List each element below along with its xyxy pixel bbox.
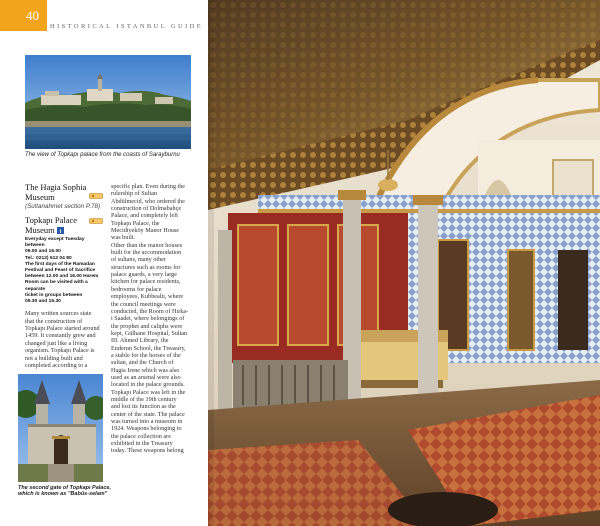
info-line: Tel.: 0212) 512 04 80 [25,255,72,261]
running-header: HISTORICAL ISTANBUL GUIDE [50,23,204,30]
body-line: of sultans, many other [111,256,166,264]
body-line: Topkapı Palace was left in the [111,388,186,396]
info-line: Everyday except Tuesday between [25,237,85,249]
info-line: ticket in groups between [25,292,83,298]
info-icon [57,227,64,234]
bottom-photo-caption [18,485,113,498]
body-line: completed according to a [25,362,88,370]
body-line: structures such as rooms for [111,263,181,271]
body-line: changed just like a living [25,339,88,347]
body-line: 1924. Weapons belonging to [111,425,182,433]
body-line: was built. [111,234,136,242]
babus-selam-gate-photo [18,374,103,482]
body-line: and lost its function as the [111,403,176,411]
body-line: Abdülmecid, who ordered the [111,197,185,205]
info-line: The first days of the Ramadan [25,261,95,267]
middle-text-column [111,183,201,455]
body-line: the palace collection are [111,432,171,440]
body-line: center of the state. The palace [111,410,185,418]
ticket-icon [89,218,103,224]
body-line: 1459. It constantly grew and [25,332,96,340]
body-line: today. These weapons belong [111,447,184,455]
body-line: construction of Dolmabahçe [111,205,182,213]
body-line: Enderun School, the Treasury, [111,344,186,352]
body-line: bedrooms for palace [111,285,162,293]
info-line: 09.30 and 15.30 [25,299,61,305]
body-line: Topkapı Palace, the [111,219,160,227]
hagia-title-line1: The Hagia Sophia [25,182,87,192]
body-line: sultan, and the Church of [111,359,174,367]
body-line: middle of the 19th century [111,395,177,403]
info-line: Festival and Feast of Sacrifice [25,268,96,274]
svg-text:i: i [59,228,62,235]
body-line: Other than the manor houses [111,241,183,249]
topkapi-title-line2: Museum [25,224,55,235]
body-line: the council meetings were [111,300,176,308]
body-line: located in the palace grounds. [111,381,185,389]
body-line: i Saadet, where belongings of [111,315,185,323]
body-line: kitchen for palace residents, [111,278,181,286]
info-line: Room can be visited with a separate [25,280,88,292]
body-line: organism. Topkapı Palace is [25,347,95,355]
body-line: palace guards, a very large [111,271,178,279]
info-line: between 12.00 and 16.00 Harem [25,274,99,280]
body-line: Topkapı Palace started around [25,325,100,333]
hagia-reference: (Sultanahmet section P.78) [25,203,101,210]
body-line: kept, Gülhane Hospital, Sultan [111,329,188,337]
body-line: the prophet and caliphs were [111,322,183,330]
body-line: was turned into a museum in [111,418,183,425]
body-line: not a building built and [25,354,83,362]
body-line: built for the accommodation [111,249,182,257]
page-number: 40 [0,0,47,31]
hagia-title-line2: Museum [25,191,55,202]
bottom-caption-line1: The second gate of Topkapı Palace, [18,485,112,491]
body-line: III. Ahmed Library, the [111,337,169,345]
topkapi-sea-view-photo [25,55,191,149]
body-line: specific plan. Even during the [111,183,186,190]
body-line: Many written sources state [25,310,92,318]
body-line: employees, Kubbealtı, where [111,293,184,301]
body-line: a stable for the horses of the [111,351,181,359]
palace-interior-photo [208,0,600,526]
left-text-column [25,183,105,369]
ticket-icon [89,193,103,199]
topkapi-info-block [25,237,105,305]
body-line: exhibited in the Treasury [111,440,173,448]
topkapi-title-line1: Topkapı Palace [25,215,78,225]
body-line: Mecidiyeköy Manor House [111,227,180,235]
body-line: conducted, the Room of Hırka- [111,307,189,315]
body-line: used as an arsenal were also [111,373,181,381]
top-photo-caption: The view of Topkapı palace from the coasts of Sarayburnu [25,152,180,158]
topkapi-body-left [25,310,105,369]
body-line: Hagia Irene which was also [111,366,180,374]
body-line: that the construction of [25,317,83,325]
body-line: rulership of Sultan [111,190,158,198]
body-line: Palace, and completely left [111,212,179,220]
info-line: 09.00 and 16.00 [25,249,61,255]
bottom-caption-line2: which is known as "Babüs-selam" [18,491,108,498]
